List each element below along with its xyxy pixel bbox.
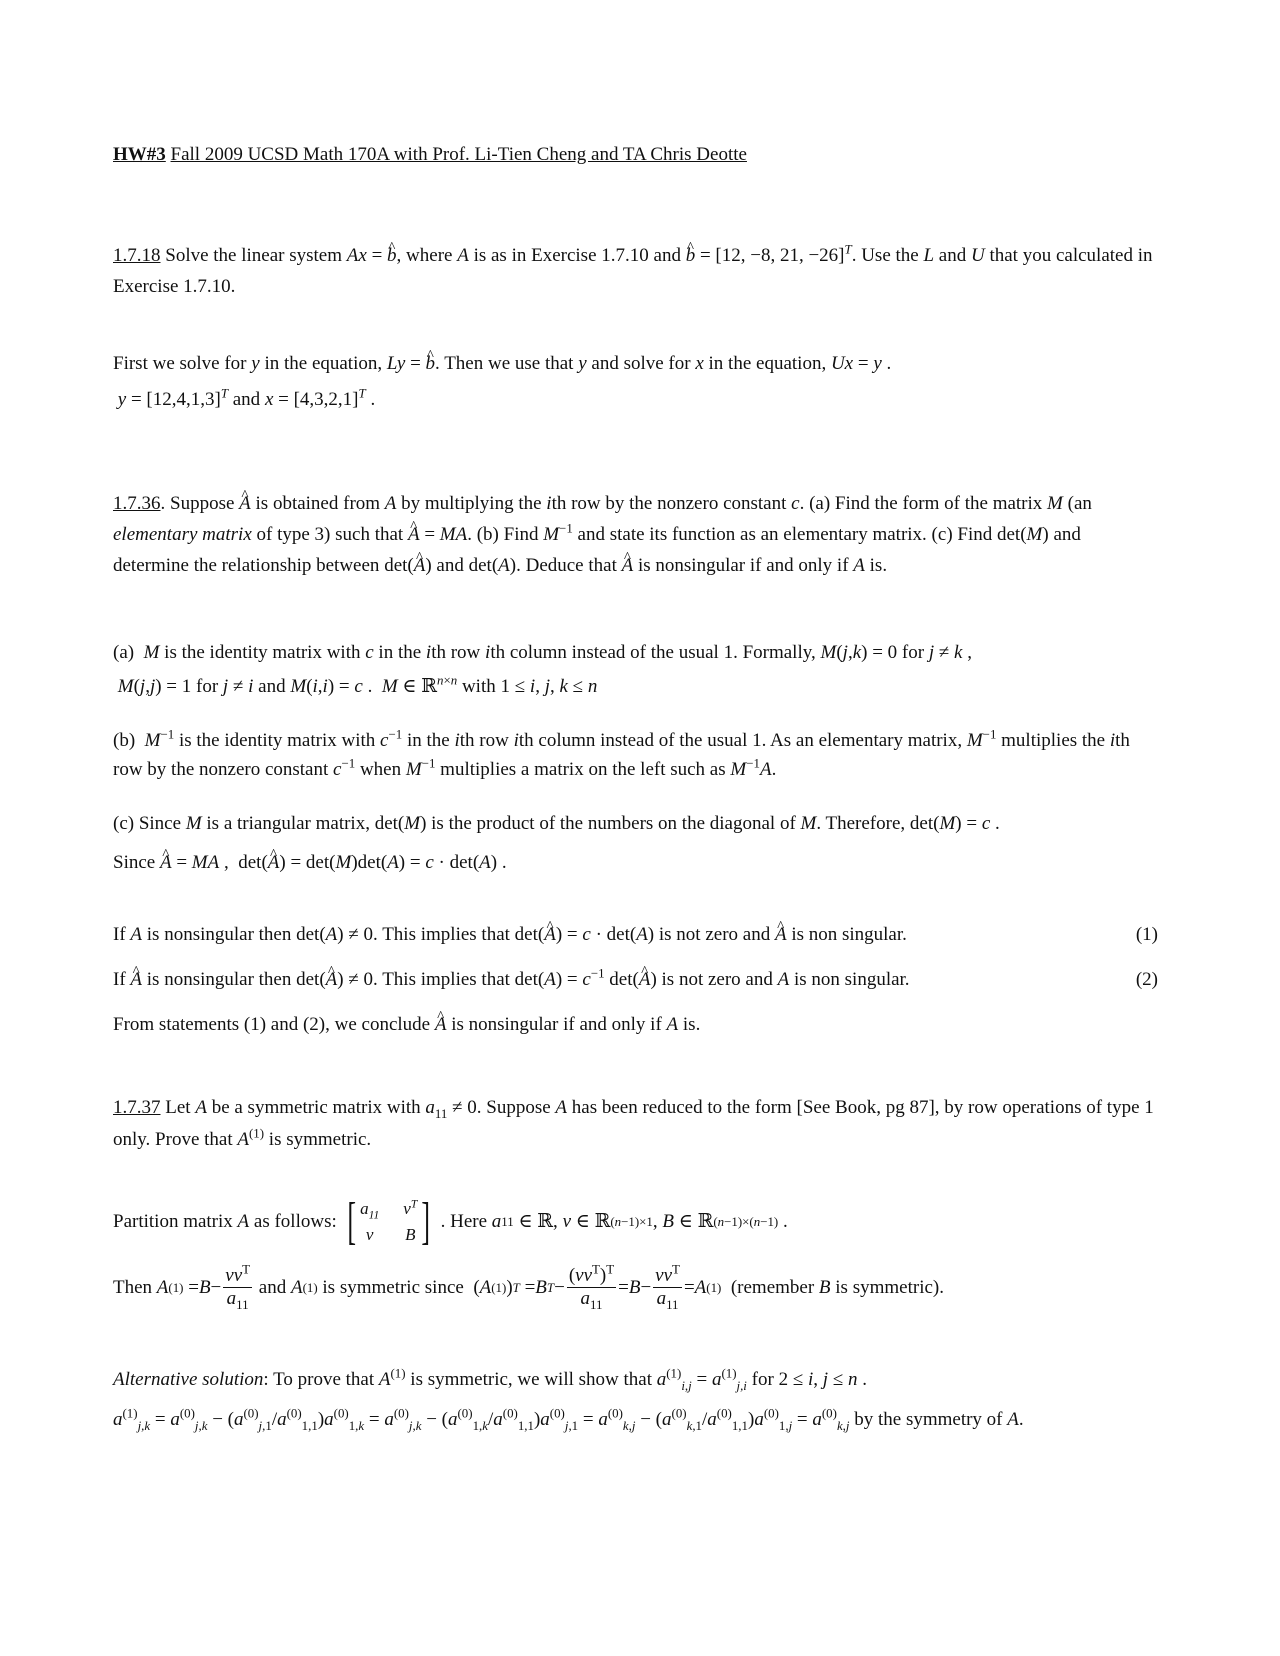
answer-conclusion: If A is nonsingular then det(A) ≠ 0. This implies that det(^ A) = c · det(A) is not zero and ^ A is non singular. (1) If ^ A is nonsingular then det(^ A) ≠ 0. This implies that $\det(A) = c^{-1}$ det(^ A) is not zero and A is non singular. (2) From statements (1) and (2), we conclude ^ A is nonsingular if and only if A is.: [113, 912, 1158, 1047]
answer-a: (a) M is the identity matrix with c in the ith row ith column instead of the usual 1. Formally, M(j,k) = 0 for j ≠ k , M(j,j) = 1 for j ≠ i and M(i,i) = c . M ∈ ℝ$^{n\times n}$ with 1 ≤ i, j, k ≤ n: [113, 642, 972, 697]
problem-statement: 1.7.18 Solve the linear system Ax = ^ b, where A is as in Exercise 1.7.10 and ^ b = [12, −8, 21, −26]$^T$. Use the L and U that you calculated in Exercise 1.7.10.: [113, 240, 1158, 302]
problem-1-7-37: 1.7.37 Let A be a symmetric matrix with $a_{11} \ne 0$. Suppose A has been reduced to the form [See Book, pg 87], by row operations of type 1 only. Prove that $A^{(1)}$ is symmetric.: [113, 1097, 1154, 1150]
page-title: Fall 2009 UCSD Math 170A with Prof. Li-Tien Cheng and TA Chris Deotte: [170, 144, 747, 165]
equation-number-2: (2): [1135, 969, 1158, 990]
partition-line: Partition matrix A as follows: [ $a_{11}$ $v^T$ v B ] . Here a 11 ∈ ℝ, v ∈ ℝ (n−1)×1 , B ∈ ℝ (n−1)×(n−1) .: [113, 1193, 788, 1250]
hw-number: HW#3: [113, 144, 166, 165]
answer-c: (c) Since M is a triangular matrix, det(M) is the product of the numbers on the diagonal of M. Therefore, det(M) = c . Since ^ A = MA , det(^ A) = det(M)det(A) = c · det(A) .: [113, 804, 1158, 882]
alternative-solution: Alternative solution: To prove that $A^{(1)}$ is symmetric, we will show that $a^{(1)}_{i,j} = a^{(1)}_{j,i}$ for 2 ≤ i, j ≤ n . $a^{(1)}_{j,k} = a^{(0)}_{j,k} - (a^{(0)}_{j,1}/a^{(0)}_{1,1})a^{(0)}_{1,k} = a^{(0)}_{j,k} - (a^{(0)}_{1,k}/a^{(0)}_{1,1})a^{(0)}_{j,1} = a^{(0)}_{k,j} - (a^{(0)}_{k,1}/a^{(0)}_{1,1})a^{(0)}_{1,j} = a^{(0)}_{k,j}$ by the symmetry of A.: [113, 1365, 1024, 1433]
problem-1-7-18: [113, 240, 1158, 302]
answer-b: (b) $M^{-1}$ is the identity matrix with $c^{-1}$ in the ith row ith column instead of the usual 1. As an elementary matrix, $M^{-1}$ multiplies the ith row by the nonzero constant $c^{-1}$ when $M^{-1}$ multiplies a matrix on the left such as $M^{-1}A$.: [113, 726, 1130, 780]
partition-matrix: [ $a_{11}$ $v^T$ v B ]: [347, 1193, 431, 1250]
symmetry-proof-line: Then A (1) = B − $\frac{vv^T}{a_{11}}$ and A (1) is symmetric since ( A (1) ) T = B T − $\frac{(vv^T)^T}{a_{11}}$ = B − $\frac{vv^T}{a_{11}}$ = A (1) (remember B is symmetric).: [113, 1261, 944, 1312]
equation-number-1: (1): [1135, 924, 1158, 945]
page-header: [113, 142, 1158, 169]
problem-1-7-36: 1.7.36. Suppose ^ A is obtained from A by multiplying the ith row by the nonzero constant c. (a) Find the form of the matrix M (an elementary matrix of type 3) such that ^ A = MA. (b) Find $M^{-1}$ and state its function as an elementary matrix. (c) Find det(M) and determine the relationship between det(^ A) and det(A). Deduce that ^ A is nonsingular if and only if A is.: [113, 488, 1158, 581]
solution-1-7-18: First we solve for y in the equation, Ly = ^ b. Then we use that y and solve for x in the equation, Ux = y . $y = [12,4,1,3]^T$ and $x = [4,3,2,1]^T$ .: [113, 346, 1158, 418]
